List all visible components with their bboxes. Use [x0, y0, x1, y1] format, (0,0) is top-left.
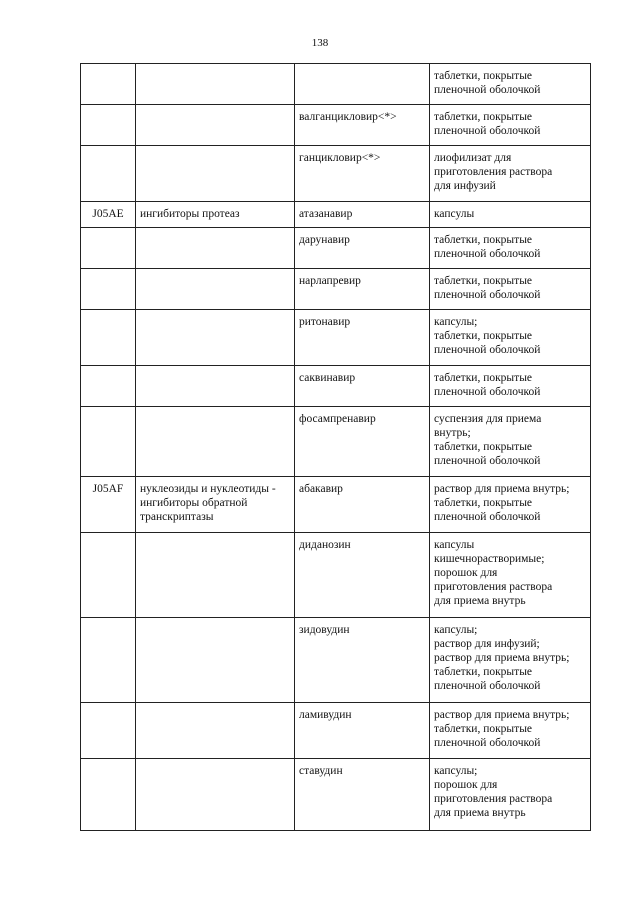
- drug-name-cell: фосампренавир: [295, 407, 430, 477]
- table-row: [81, 202, 591, 228]
- pharm-group-cell: ингибиторы протеаз: [136, 202, 295, 228]
- drug-name-cell: саквинавир: [295, 366, 430, 407]
- atc-code-cell: [81, 310, 136, 366]
- pharm-group-cell: [136, 310, 295, 366]
- atc-code-cell: [81, 759, 136, 831]
- atc-code-cell: [81, 146, 136, 202]
- table-row: [81, 703, 591, 759]
- table-row: [81, 759, 591, 831]
- table-row: [81, 228, 591, 269]
- drug-name-cell: зидовудин: [295, 618, 430, 703]
- pharm-group-cell: нуклеозиды и нуклеотиды - ингибиторы обратной транскриптазы: [136, 477, 295, 533]
- atc-code-cell: [81, 618, 136, 703]
- dosage-form-cell: таблетки, покрытые пленочной оболочкой: [430, 105, 591, 146]
- dosage-form-cell: таблетки, покрытые пленочной оболочкой: [430, 64, 591, 105]
- dosage-form-cell: суспензия для приема внутрь; таблетки, покрытые пленочной оболочкой: [430, 407, 591, 477]
- dosage-form-cell: таблетки, покрытые пленочной оболочкой: [430, 228, 591, 269]
- drug-name-cell: дарунавир: [295, 228, 430, 269]
- pharm-group-cell: [136, 703, 295, 759]
- pharm-group-cell: [136, 269, 295, 310]
- pharm-group-cell: [136, 759, 295, 831]
- table-row: [81, 310, 591, 366]
- drug-name-cell: ритонавир: [295, 310, 430, 366]
- atc-code-cell: J05AF: [81, 477, 136, 533]
- atc-code-cell: [81, 407, 136, 477]
- atc-code-cell: [81, 269, 136, 310]
- pharm-group-cell: [136, 533, 295, 618]
- atc-code-cell: [81, 533, 136, 618]
- drug-name-cell: валганцикловир<*>: [295, 105, 430, 146]
- dosage-form-cell: таблетки, покрытые пленочной оболочкой: [430, 269, 591, 310]
- drug-name-cell: [295, 64, 430, 105]
- dosage-form-cell: лиофилизат для приготовления раствора для инфузий: [430, 146, 591, 202]
- drug-name-cell: атазанавир: [295, 202, 430, 228]
- table-row: [81, 533, 591, 618]
- table-row: [81, 366, 591, 407]
- dosage-form-cell: капсулы; таблетки, покрытые пленочной оболочкой: [430, 310, 591, 366]
- dosage-form-cell: раствор для приема внутрь; таблетки, покрытые пленочной оболочкой: [430, 703, 591, 759]
- atc-code-cell: J05AE: [81, 202, 136, 228]
- page-number: 138: [311, 37, 329, 49]
- dosage-form-cell: капсулы: [430, 202, 591, 228]
- atc-code-cell: [81, 366, 136, 407]
- dosage-form-cell: капсулы кишечнорастворимые; порошок для приготовления раствора для приема внутрь: [430, 533, 591, 618]
- pharm-group-cell: [136, 366, 295, 407]
- pharm-group-cell: [136, 618, 295, 703]
- drug-name-cell: абакавир: [295, 477, 430, 533]
- table-row: [81, 269, 591, 310]
- table-row: [81, 407, 591, 477]
- drug-name-cell: ламивудин: [295, 703, 430, 759]
- atc-code-cell: [81, 703, 136, 759]
- dosage-form-cell: таблетки, покрытые пленочной оболочкой: [430, 366, 591, 407]
- table-row: [81, 105, 591, 146]
- drug-name-cell: ганцикловир<*>: [295, 146, 430, 202]
- dosage-form-cell: капсулы; порошок для приготовления раствора для приема внутрь: [430, 759, 591, 831]
- drug-name-cell: диданозин: [295, 533, 430, 618]
- pharm-group-cell: [136, 146, 295, 202]
- table-row: [81, 618, 591, 703]
- table-row: [81, 477, 591, 533]
- table-row: [81, 64, 591, 105]
- pharm-group-cell: [136, 105, 295, 146]
- dosage-form-cell: раствор для приема внутрь; таблетки, покрытые пленочной оболочкой: [430, 477, 591, 533]
- table-row: [81, 146, 591, 202]
- drug-name-cell: нарлапревир: [295, 269, 430, 310]
- pharm-group-cell: [136, 64, 295, 105]
- pharm-group-cell: [136, 228, 295, 269]
- drug-name-cell: ставудин: [295, 759, 430, 831]
- drug-table: [80, 63, 591, 831]
- atc-code-cell: [81, 228, 136, 269]
- pharm-group-cell: [136, 407, 295, 477]
- drug-table-body: [81, 64, 591, 831]
- atc-code-cell: [81, 105, 136, 146]
- dosage-form-cell: капсулы; раствор для инфузий; раствор для приема внутрь; таблетки, покрытые пленочной оболочкой: [430, 618, 591, 703]
- atc-code-cell: [81, 64, 136, 105]
